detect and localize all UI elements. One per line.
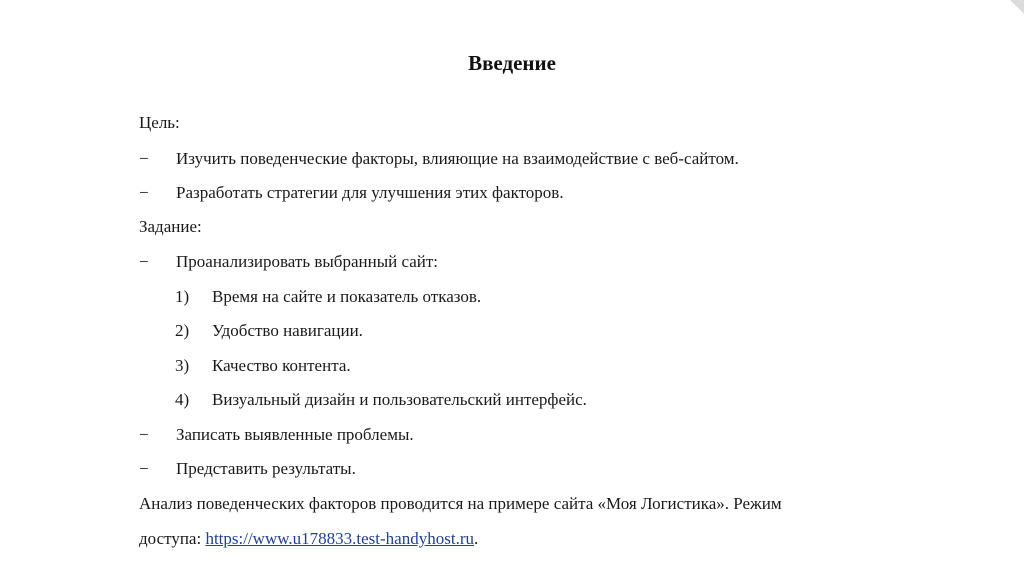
task-item-record: Записать выявленные проблемы. — [176, 425, 414, 444]
numbered-marker-2: 2) — [175, 321, 190, 340]
goal-bullet-2: − — [139, 183, 149, 202]
numbered-item-1: Время на сайте и показатель отказов. — [212, 287, 482, 306]
task-heading: Задание: — [139, 217, 202, 236]
numbered-item-3: Качество контента. — [212, 356, 351, 375]
numbered-marker-4: 4) — [175, 390, 190, 409]
task-item-analyze: Проанализировать выбранный сайт: — [176, 252, 439, 271]
numbered-marker-3: 3) — [175, 356, 190, 375]
goal-item-2: Разработать стратегии для улучшения этих факторов. — [176, 183, 564, 202]
goal-bullet-1: − — [139, 149, 149, 168]
numbered-item-2: Удобство навигации. — [212, 321, 363, 340]
task-bullet-present: − — [139, 459, 149, 478]
goal-heading: Цель: — [139, 113, 180, 132]
footer-period: . — [473, 529, 479, 548]
goal-item-1: Изучить поведенческие факторы, влияющие на взаимодействие с веб-сайтом. — [176, 149, 739, 168]
task-bullet-record: − — [139, 425, 149, 444]
numbered-item-4: Визуальный дизайн и пользовательский интерфейс. — [212, 390, 587, 409]
page-title: Введение — [468, 51, 556, 75]
slide-corner-mark — [1010, 0, 1024, 14]
footer-line-2 — [139, 528, 478, 550]
task-bullet-analyze: − — [139, 252, 149, 271]
site-link[interactable]: https://www.u178833.test-handyhost.ru — [205, 529, 474, 548]
numbered-marker-1: 1) — [175, 287, 190, 306]
access-label: доступа: — [139, 529, 206, 548]
footer-line-1: Анализ поведенческих факторов проводится на примере сайта «Моя Логистика». Режим — [139, 494, 782, 513]
task-item-present: Представить результаты. — [176, 459, 356, 478]
